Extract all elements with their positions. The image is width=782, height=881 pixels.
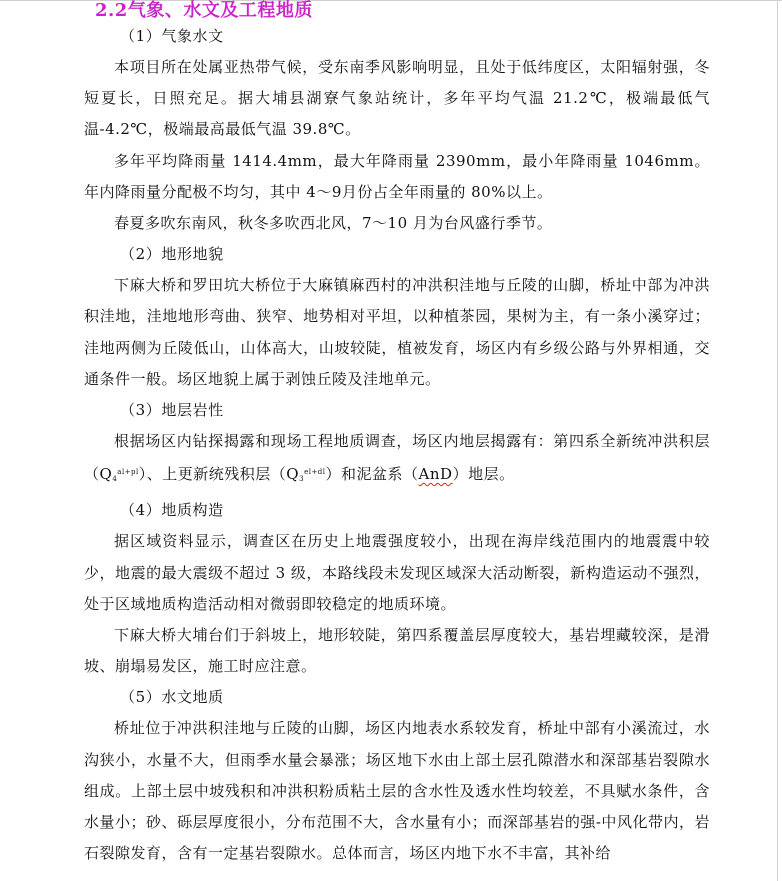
paragraph-slope: 下麻大桥大埔台们于斜坡上，地形较陡，第四系覆盖层厚度较大，基岩埋藏较深，是滑坡、崩塌易发区，施工时应注意。 (84, 626, 710, 676)
subheading-landform: （2）地形地貌 (120, 245, 224, 264)
paragraph-landform: 下麻大桥和罗田坑大桥位于大麻镇麻西村的冲洪积洼地与丘陵的山脚，桥址中部为冲洪积洼地，洼地地形弯曲、狭窄、地势相对平坦，以种植茶园，果树为主，有一条小溪穿过；洼地两侧为丘陵低山，山体高大，山坡较陡，植被发育，场区内有乡级公路与外界相通，交通条件一般。场区地貌上属于剥蚀丘陵及洼地单元。 (84, 276, 710, 388)
strata-superscript-2: el+dl (304, 468, 326, 477)
strata-code-spellcheck: AnD (418, 465, 453, 484)
strata-text-3: ）和泥盆系（ (325, 465, 419, 484)
subheading-structure: （4）地质构造 (120, 501, 224, 520)
paragraph-strata (84, 426, 710, 495)
paragraph-seismic: 据区域资料显示，调查区在历史上地震强度较小，出现在海岸线范围内的地震震中较少，地震的最大震级不超过 3 级，本路线段未发现区域深大活动断裂，新构造运动不强烈，处于区域地质构造活动相对微弱即较稳定的地质环境。 (84, 532, 710, 613)
paragraph-climate: 本项目所在处属亚热带气候，受东南季风影响明显，且处于低纬度区，太阳辐射强，冬短夏长，日照充足。据大埔县湖寮气象站统计，多年平均气温 21.2℃，极端最低气温-4.2℃，极端最高最低气温 39.8℃。 (84, 58, 710, 139)
paragraph-hydrogeology: 桥址位于冲洪积洼地与丘陵的山脚，场区内地表水系较发育，桥址中部有小溪流过，水沟狭小，水量不大，但雨季水量会暴涨；场区地下水由上部土层孔隙潜水和深部基岩裂隙水组成。上部土层中坡残积和冲洪积粉质粘土层的含水性及透水性均较差，不具赋水条件，含水量小；砂、砾层厚度很小，分布范围不大，含水量有小；而深部基岩的强-中风化带内，岩石裂隙发育，含有一定基岩裂隙水。总体而言，场区内地下水不丰富，其补给 (84, 719, 710, 863)
document-page (84, 0, 710, 869)
paragraph-rainfall: 多年平均降雨量 1414.4mm，最大年降雨量 2390mm，最小年降雨量 1046mm。年内降雨量分配极不均匀，其中 4～9月份占全年雨量的 80%以上。 (84, 151, 710, 201)
paragraph-wind: 春夏多吹东南风，秋冬多吹西北风，7～10 月为台风盛行季节。 (114, 214, 553, 233)
strata-superscript-1: al+pl (117, 468, 139, 477)
strata-subscript-1: 4 (112, 475, 118, 484)
subheading-meteorology: （1）气象水文 (120, 27, 224, 45)
strata-text-1: 根据场区内钻探揭露和现场工程地质调查，场区内地层揭露有：第四系全新统冲洪积层（Q (84, 432, 710, 484)
strata-text-2: ）、上更新统残积层（Q (138, 465, 300, 484)
subheading-hydrogeology: （5）水文地质 (120, 688, 224, 707)
right-border-line (777, 0, 778, 881)
subheading-strata: （3）地层岩性 (120, 401, 224, 420)
strata-subscript-2: 3 (299, 475, 305, 484)
section-heading: 2.2气象、水文及工程地质 (95, 0, 313, 21)
strata-text-4: ）地层。 (452, 465, 515, 484)
